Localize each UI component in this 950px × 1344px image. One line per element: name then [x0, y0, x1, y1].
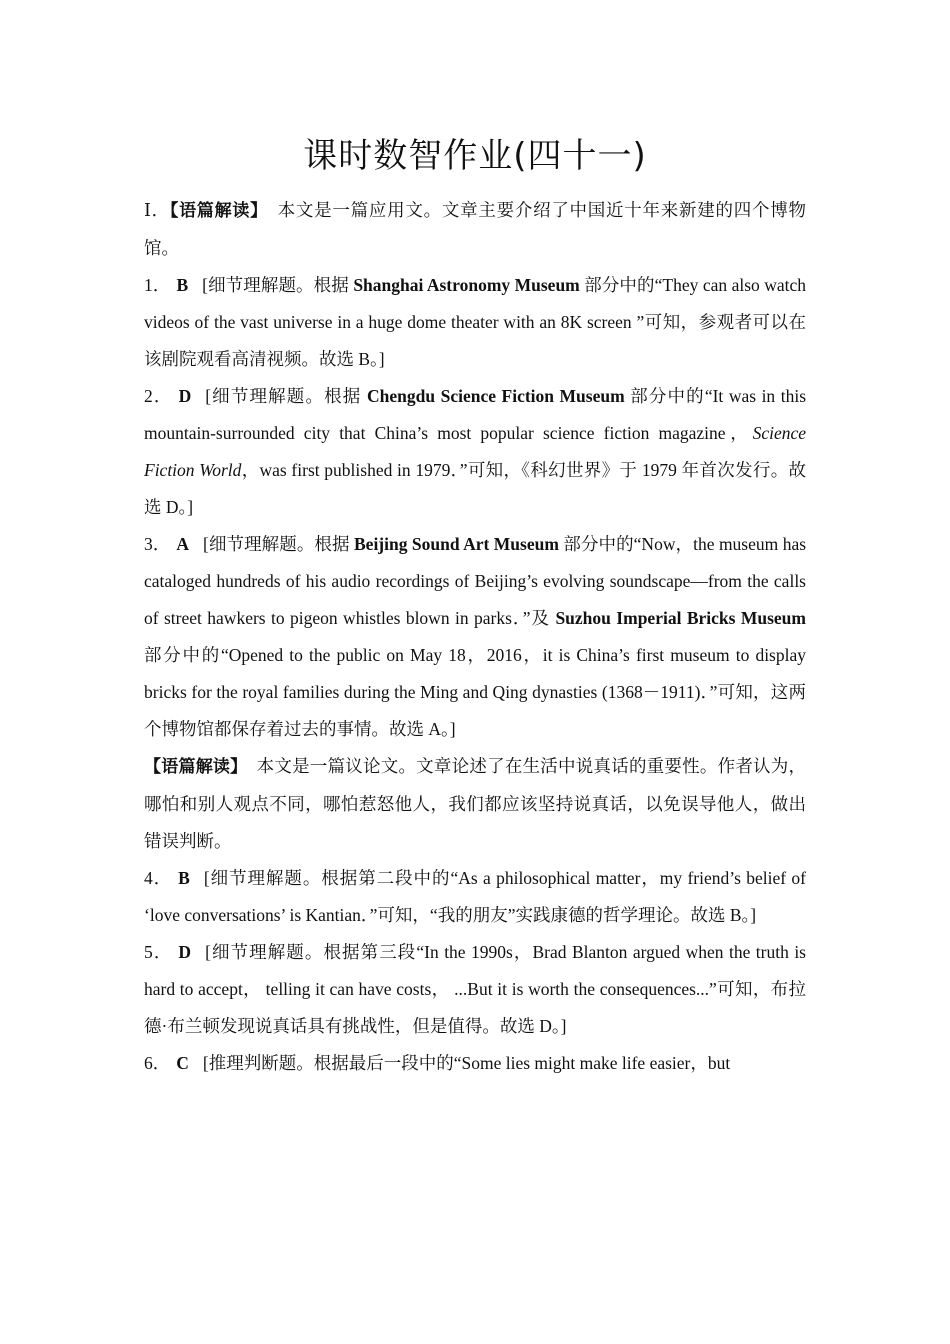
answer-explanation: [细节理解题。根据第三段“In the 1990s，Brad Blanton argued when the truth is hard to accept， telling it can have costs， ...But it is worth the consequences...”可知，布拉德·布兰顿发现说真话具有挑战性，但是值得。故选 D。] — [144, 942, 806, 1036]
answer-explanation-pre: [细节理解题。根据 — [202, 275, 354, 295]
answer-explanation-mid: 部分中的“Now，the museum has cataloged hundreds of his audio recordings of Beijing’s evolving soundscape—from the calls of street hawkers to pigeon whistles blown in parks．”及 — [144, 534, 807, 628]
answer-item-6 — [144, 1045, 806, 1082]
section1-intro — [144, 192, 806, 267]
answer-choice: C — [176, 1053, 189, 1073]
answer-choice: B — [176, 275, 189, 295]
answer-choice: D — [178, 386, 192, 406]
answer-explanation-post: 部分中的“They can also watch videos of the vast universe in a huge dome theater with an 8K screen ”可知，参观者可以在该剧院观看高清视频。故选 B。] — [144, 275, 807, 369]
answer-explanation-bold-2: Suzhou Imperial Bricks Museum — [555, 608, 806, 628]
answer-explanation-bold-1: Beijing Sound Art Museum — [354, 534, 559, 554]
section1-roman: Ⅰ． — [144, 200, 170, 220]
answer-item-3 — [144, 526, 806, 748]
answer-content — [144, 192, 806, 1082]
answer-item-5 — [144, 934, 806, 1045]
answer-number: 1． — [144, 275, 171, 295]
answer-explanation: [细节理解题。根据第二段中的“As a philosophical matter，my friend’s belief of ‘love conversations’ is Kantian．”可知，“我的朋友”实践康德的哲学理论。故选 B。] — [144, 868, 806, 925]
answer-choice: A — [176, 534, 190, 554]
section2-text: 本文是一篇议论文。文章论述了在生活中说真话的重要性。作者认为，哪怕和别人观点不同，哪怕惹怒他人，我们都应该坚持说真话，以免误导他人，做出错误判断。 — [144, 756, 807, 851]
answer-explanation-bold: Chengdu Science Fiction Museum — [366, 386, 625, 406]
answer-explanation-pre: [细节理解题。根据 — [203, 534, 354, 554]
answer-explanation: [推理判断题。根据最后一段中的“Some lies might make life easier，but — [202, 1053, 731, 1073]
answer-number: 2． — [144, 386, 173, 406]
section2-tag: 【语篇解读】 — [144, 757, 239, 777]
answer-number: 5． — [144, 942, 173, 962]
answer-explanation-italic: Science Fiction World — [144, 423, 806, 480]
answer-explanation-mid: 部分中的“It was in this mountain-surrounded city that China’s most popular science fiction magazine， — [144, 386, 807, 443]
answer-item-1 — [144, 267, 806, 378]
answer-explanation-post: 部分中的“Opened to the public on May 18，2016，it is China’s first museum to display bricks for the royal families during the Ming and Qing dynasties (1368－1911)．”可知，这两个博物馆都保存着过去的事情。故选 A。] — [144, 645, 806, 739]
answer-number: 6． — [144, 1053, 171, 1073]
answer-item-2 — [144, 378, 806, 526]
answer-explanation-post: ，was first published in 1979．”可知，《科幻世界》于 1979 年首次发行。故选 D。] — [144, 460, 807, 517]
answer-choice: D — [178, 942, 192, 962]
page-title: 课时数智作业(四十一) — [303, 136, 647, 176]
answer-item-4 — [144, 860, 806, 934]
answer-number: 3． — [144, 534, 171, 554]
section2-intro — [144, 748, 806, 860]
section1-tag: 【语篇解读】 — [169, 201, 260, 221]
answer-number: 4． — [144, 868, 173, 888]
section1-text: 本文是一篇应用文。文章主要介绍了中国近十年来新建的四个博物馆。 — [144, 200, 807, 258]
answer-explanation-bold: Shanghai Astronomy Museum — [353, 275, 580, 295]
answer-choice: B — [178, 868, 190, 888]
answer-explanation-pre: [细节理解题。根据 — [205, 386, 367, 406]
